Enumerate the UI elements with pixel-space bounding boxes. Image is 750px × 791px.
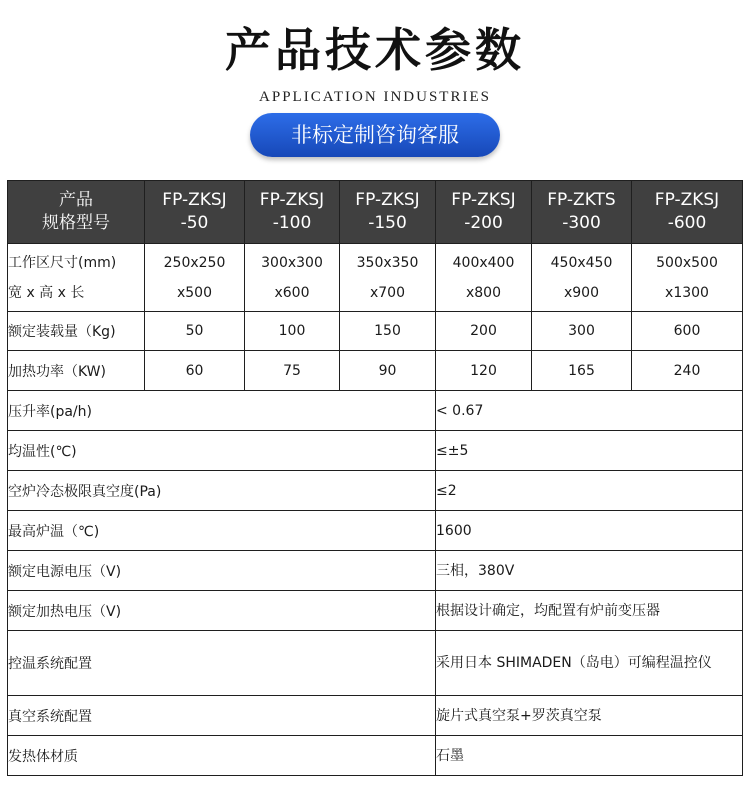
row-label: 额定装载量（Kg) [8, 312, 145, 351]
power-cell: 240 [632, 351, 743, 391]
size-part-b: x500 [176, 284, 212, 301]
size-part-a: 250x250 [163, 254, 226, 271]
spec-row [8, 431, 743, 471]
model-header [340, 181, 436, 244]
page-title: 产品技术参数 [225, 23, 525, 77]
size-part-a: 400x400 [452, 254, 515, 271]
spec-row [8, 591, 743, 631]
load-cell: 200 [436, 312, 532, 351]
row-value: 采用日本 SHIMADEN（岛电）可编程温控仪 [436, 631, 743, 696]
model-line-2: -150 [368, 213, 407, 233]
spec-row [8, 736, 743, 776]
row-value: 1600 [436, 511, 743, 551]
model-header [245, 181, 340, 244]
power-cell: 120 [436, 351, 532, 391]
row-label: 均温性(℃) [8, 431, 436, 471]
size-cell [245, 244, 340, 312]
page-subtitle: APPLICATION INDUSTRIES [259, 89, 491, 105]
spec-row [8, 631, 743, 696]
row-label: 空炉冷态极限真空度(Pa) [8, 471, 436, 511]
custom-consult-button[interactable]: 非标定制咨询客服 [250, 113, 500, 157]
row-label: 加热功率（KW) [8, 351, 145, 391]
row-label: 压升率(pa/h) [8, 391, 436, 431]
size-part-b: x700 [369, 284, 405, 301]
power-cell: 165 [532, 351, 632, 391]
size-row [8, 244, 743, 312]
size-part-a: 350x350 [356, 254, 419, 271]
spec-row [8, 511, 743, 551]
model-line-2: -100 [272, 213, 312, 233]
size-part-a: 500x500 [656, 254, 718, 271]
load-cell: 50 [145, 312, 245, 351]
header-row [8, 181, 743, 244]
power-cell: 60 [145, 351, 245, 391]
model-line-1: FP-ZKSJ [162, 190, 227, 210]
model-line-2: -50 [180, 213, 209, 233]
row-value: 三相，380V [436, 551, 743, 591]
spec-table [7, 180, 743, 776]
model-header [632, 181, 743, 244]
row-value: 旋片式真空泵+罗茨真空泵 [436, 696, 743, 736]
size-cell [145, 244, 245, 312]
size-part-a: 300x300 [261, 254, 323, 271]
model-line-1: FP-ZKSJ [654, 190, 720, 210]
size-part-b: x600 [274, 284, 310, 301]
size-cell [340, 244, 436, 312]
size-cell [532, 244, 632, 312]
corner-header [8, 181, 145, 244]
row-value: < 0.67 [436, 391, 743, 431]
model-line-1: FP-ZKSJ [259, 190, 325, 210]
row-label: 控温系统配置 [8, 631, 436, 696]
row-label: 额定电源电压（V) [8, 551, 436, 591]
load-cell: 300 [532, 312, 632, 351]
size-cell [632, 244, 743, 312]
size-label-line-2: 宽 x 高 x 长 [8, 284, 85, 301]
corner-line-2: 规格型号 [42, 213, 110, 233]
size-part-a: 450x450 [550, 254, 613, 271]
size-part-b: x1300 [665, 284, 709, 301]
model-line-1: FP-ZKSJ [355, 190, 420, 210]
power-cell: 75 [245, 351, 340, 391]
size-label-line-1: 工作区尺寸(mm) [8, 254, 117, 271]
model-header [532, 181, 632, 244]
row-label: 发热体材质 [8, 736, 436, 776]
model-line-2: -300 [562, 213, 601, 233]
spec-row [8, 391, 743, 431]
spec-row [8, 696, 743, 736]
spec-row [8, 551, 743, 591]
size-cell [436, 244, 532, 312]
row-value: ≤±5 [436, 431, 743, 471]
row-label: 额定加热电压（V) [8, 591, 436, 631]
load-cell: 150 [340, 312, 436, 351]
row-label: 真空系统配置 [8, 696, 436, 736]
load-cell: 100 [245, 312, 340, 351]
model-line-2: -600 [667, 213, 707, 233]
row-value: 石墨 [436, 736, 743, 776]
model-line-1: FP-ZKSJ [451, 190, 516, 210]
model-header [436, 181, 532, 244]
row-value: 根据设计确定，均配置有炉前变压器 [436, 591, 743, 631]
model-header [145, 181, 245, 244]
size-part-b: x800 [465, 284, 501, 301]
model-line-1: FP-ZKTS [547, 190, 616, 210]
size-part-b: x900 [563, 284, 599, 301]
model-line-2: -200 [464, 213, 503, 233]
power-row [8, 351, 743, 391]
corner-line-1: 产品 [59, 190, 93, 210]
load-cell: 600 [632, 312, 743, 351]
row-value: ≤2 [436, 471, 743, 511]
load-row [8, 312, 743, 351]
spec-row [8, 471, 743, 511]
power-cell: 90 [340, 351, 436, 391]
row-label: 最高炉温（℃) [8, 511, 436, 551]
row-label [8, 244, 145, 312]
